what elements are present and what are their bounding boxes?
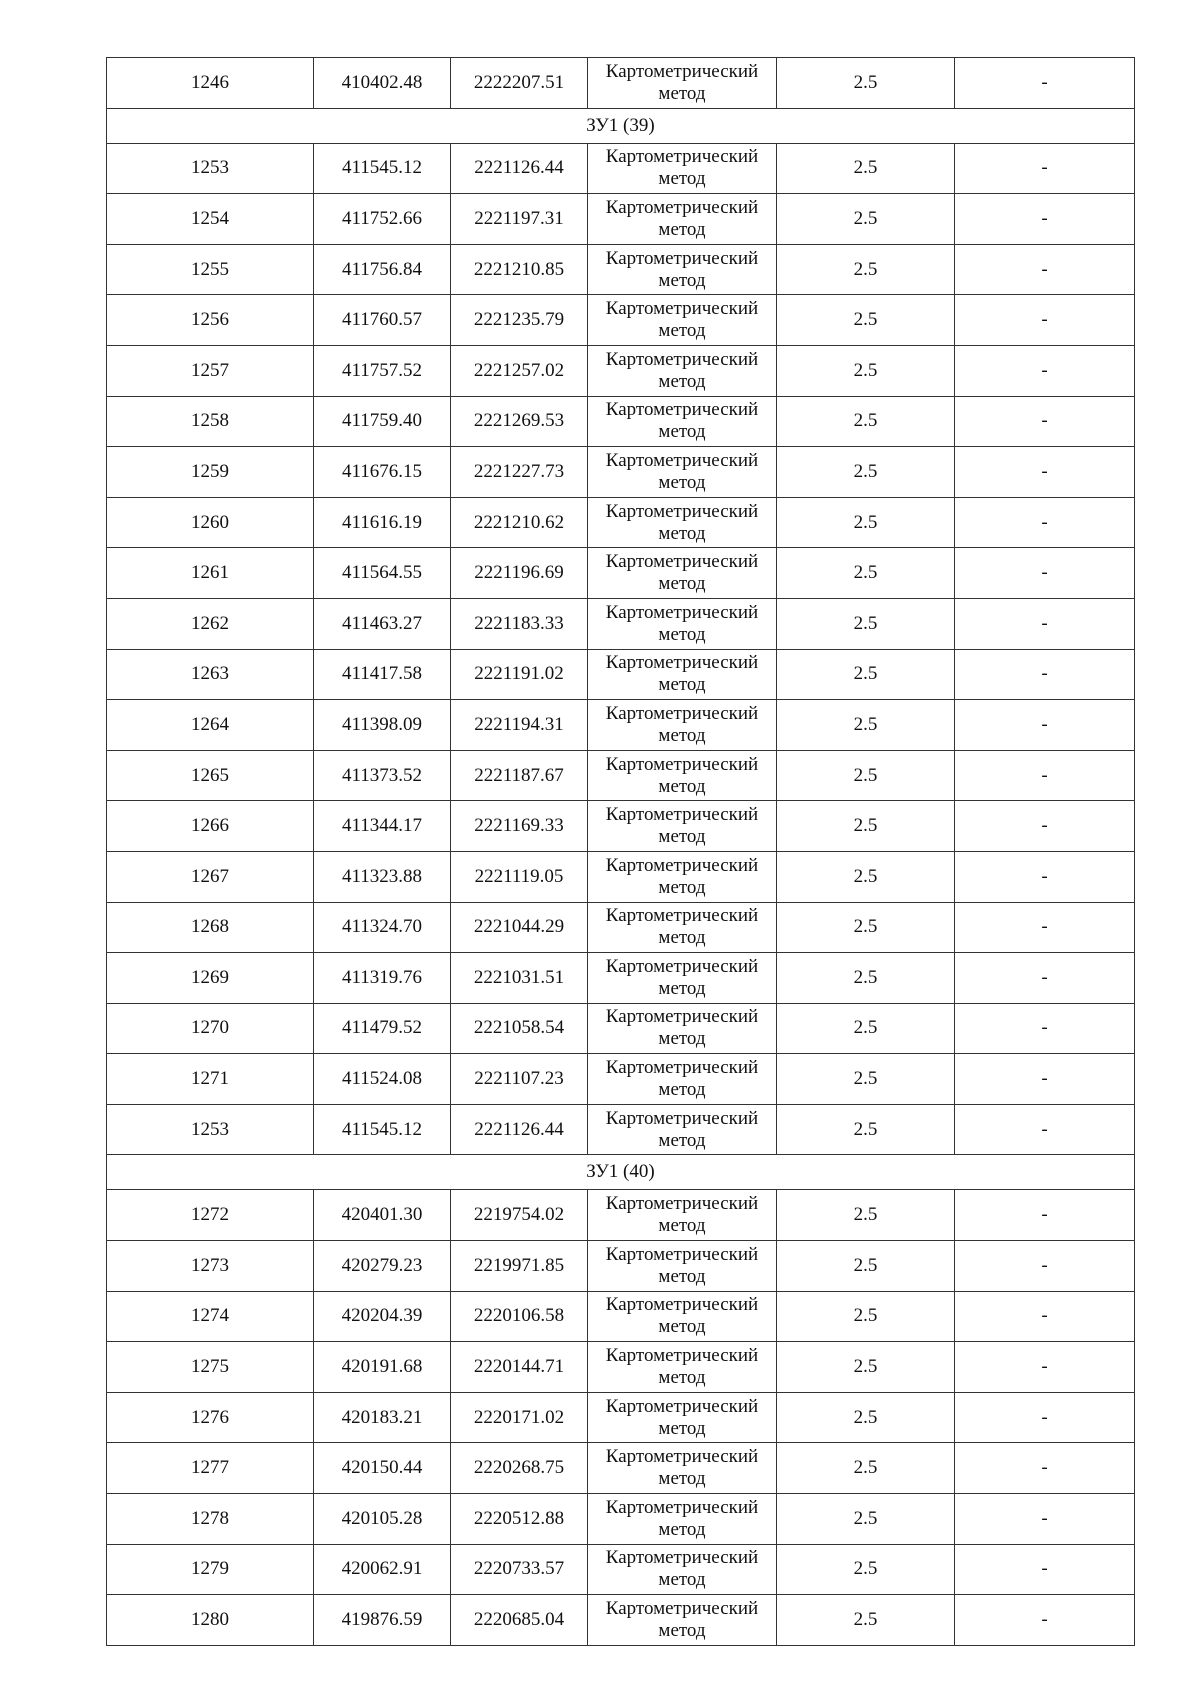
point-number-cell: 1246 — [107, 58, 314, 109]
x-coordinate-cell: 420279.23 — [314, 1241, 451, 1292]
method-line-2: метод — [658, 1569, 706, 1591]
precision-cell: 2.5 — [777, 1190, 955, 1241]
method-cell — [588, 1003, 777, 1054]
method-cell — [588, 1494, 777, 1545]
table-row — [107, 598, 1135, 649]
y-coordinate-cell: 2219754.02 — [451, 1190, 588, 1241]
method-line-2: метод — [658, 471, 706, 493]
point-number-cell: 1259 — [107, 447, 314, 498]
y-coordinate-cell: 2220268.75 — [451, 1443, 588, 1494]
table-row — [107, 1003, 1135, 1054]
method-line-2: метод — [658, 218, 706, 240]
method-line-2: метод — [658, 1129, 706, 1151]
method-cell — [588, 1241, 777, 1292]
x-coordinate-cell: 411676.15 — [314, 447, 451, 498]
method-line-2: метод — [658, 1316, 706, 1338]
x-coordinate-cell: 420401.30 — [314, 1190, 451, 1241]
y-coordinate-cell: 2221107.23 — [451, 1054, 588, 1105]
table-row — [107, 700, 1135, 751]
precision-cell: 2.5 — [777, 1003, 955, 1054]
table-row — [107, 1392, 1135, 1443]
point-number-cell: 1264 — [107, 700, 314, 751]
note-cell: - — [955, 194, 1135, 245]
point-number-cell: 1257 — [107, 345, 314, 396]
note-cell: - — [955, 902, 1135, 953]
method-line-2: метод — [658, 370, 706, 392]
table-row — [107, 953, 1135, 1004]
method-cell — [588, 497, 777, 548]
x-coordinate-cell: 411757.52 — [314, 345, 451, 396]
note-cell: - — [955, 700, 1135, 751]
y-coordinate-cell: 2220144.71 — [451, 1342, 588, 1393]
y-coordinate-cell: 2220733.57 — [451, 1544, 588, 1595]
method-cell — [588, 1595, 777, 1646]
y-coordinate-cell: 2222207.51 — [451, 58, 588, 109]
method-line-2: метод — [658, 1215, 706, 1237]
note-cell: - — [955, 953, 1135, 1004]
point-number-cell: 1265 — [107, 750, 314, 801]
y-coordinate-cell: 2221044.29 — [451, 902, 588, 953]
method-line-1: Картометрический — [605, 60, 759, 82]
method-line-2: метод — [658, 1417, 706, 1439]
x-coordinate-cell: 411756.84 — [314, 244, 451, 295]
x-coordinate-cell: 411760.57 — [314, 295, 451, 346]
note-cell: - — [955, 1104, 1135, 1155]
point-number-cell: 1262 — [107, 598, 314, 649]
method-line-1: Картометрический — [605, 652, 759, 674]
table-row — [107, 345, 1135, 396]
precision-cell: 2.5 — [777, 1392, 955, 1443]
method-line-2: метод — [658, 1468, 706, 1490]
note-cell: - — [955, 1595, 1135, 1646]
method-cell — [588, 1190, 777, 1241]
y-coordinate-cell: 2219971.85 — [451, 1241, 588, 1292]
point-number-cell: 1256 — [107, 295, 314, 346]
method-cell — [588, 548, 777, 599]
x-coordinate-cell: 420191.68 — [314, 1342, 451, 1393]
y-coordinate-cell: 2221058.54 — [451, 1003, 588, 1054]
precision-cell: 2.5 — [777, 244, 955, 295]
x-coordinate-cell: 411616.19 — [314, 497, 451, 548]
method-line-2: метод — [658, 320, 706, 342]
x-coordinate-cell: 411479.52 — [314, 1003, 451, 1054]
method-line-1: Картометрический — [605, 500, 759, 522]
point-number-cell: 1258 — [107, 396, 314, 447]
x-coordinate-cell: 411545.12 — [314, 143, 451, 194]
x-coordinate-cell: 411319.76 — [314, 953, 451, 1004]
x-coordinate-cell: 411373.52 — [314, 750, 451, 801]
precision-cell: 2.5 — [777, 497, 955, 548]
point-number-cell: 1274 — [107, 1291, 314, 1342]
precision-cell: 2.5 — [777, 598, 955, 649]
x-coordinate-cell: 411752.66 — [314, 194, 451, 245]
note-cell: - — [955, 851, 1135, 902]
note-cell: - — [955, 1003, 1135, 1054]
precision-cell: 2.5 — [777, 750, 955, 801]
point-number-cell: 1270 — [107, 1003, 314, 1054]
y-coordinate-cell: 2221269.53 — [451, 396, 588, 447]
method-line-1: Картометрический — [605, 1446, 759, 1468]
section-header-row — [107, 108, 1135, 143]
note-cell: - — [955, 1241, 1135, 1292]
method-line-2: метод — [658, 977, 706, 999]
table-row — [107, 1443, 1135, 1494]
precision-cell: 2.5 — [777, 902, 955, 953]
method-cell — [588, 801, 777, 852]
method-line-1: Картометрический — [605, 753, 759, 775]
note-cell: - — [955, 143, 1135, 194]
precision-cell: 2.5 — [777, 801, 955, 852]
note-cell: - — [955, 598, 1135, 649]
method-line-1: Картометрический — [605, 804, 759, 826]
method-line-1: Картометрический — [605, 955, 759, 977]
table-row — [107, 244, 1135, 295]
table-row — [107, 194, 1135, 245]
method-line-2: метод — [658, 775, 706, 797]
precision-cell: 2.5 — [777, 649, 955, 700]
table-row — [107, 1190, 1135, 1241]
section-header-row — [107, 1155, 1135, 1190]
point-number-cell: 1261 — [107, 548, 314, 599]
method-cell — [588, 244, 777, 295]
note-cell: - — [955, 1054, 1135, 1105]
x-coordinate-cell: 411524.08 — [314, 1054, 451, 1105]
method-cell — [588, 598, 777, 649]
point-number-cell: 1273 — [107, 1241, 314, 1292]
method-cell — [588, 1342, 777, 1393]
point-number-cell: 1279 — [107, 1544, 314, 1595]
method-cell — [588, 143, 777, 194]
note-cell: - — [955, 447, 1135, 498]
precision-cell: 2.5 — [777, 1241, 955, 1292]
method-line-2: метод — [658, 573, 706, 595]
method-line-2: метод — [658, 1265, 706, 1287]
method-line-1: Картометрический — [605, 1496, 759, 1518]
y-coordinate-cell: 2221210.62 — [451, 497, 588, 548]
table-row — [107, 1054, 1135, 1105]
method-line-1: Картометрический — [605, 399, 759, 421]
method-cell — [588, 194, 777, 245]
precision-cell: 2.5 — [777, 447, 955, 498]
point-number-cell: 1276 — [107, 1392, 314, 1443]
point-number-cell: 1280 — [107, 1595, 314, 1646]
method-cell — [588, 1104, 777, 1155]
y-coordinate-cell: 2221031.51 — [451, 953, 588, 1004]
method-line-1: Картометрический — [605, 551, 759, 573]
method-cell — [588, 953, 777, 1004]
method-cell — [588, 1291, 777, 1342]
method-line-2: метод — [658, 269, 706, 291]
table-row — [107, 1544, 1135, 1595]
y-coordinate-cell: 2221119.05 — [451, 851, 588, 902]
x-coordinate-cell: 411463.27 — [314, 598, 451, 649]
precision-cell: 2.5 — [777, 1342, 955, 1393]
note-cell: - — [955, 295, 1135, 346]
precision-cell: 2.5 — [777, 1595, 955, 1646]
point-number-cell: 1275 — [107, 1342, 314, 1393]
method-line-2: метод — [658, 1518, 706, 1540]
table-row — [107, 1104, 1135, 1155]
precision-cell: 2.5 — [777, 58, 955, 109]
point-number-cell: 1255 — [107, 244, 314, 295]
method-line-1: Картометрический — [605, 601, 759, 623]
y-coordinate-cell: 2221169.33 — [451, 801, 588, 852]
method-cell — [588, 750, 777, 801]
precision-cell: 2.5 — [777, 1291, 955, 1342]
method-line-1: Картометрический — [605, 702, 759, 724]
point-number-cell: 1271 — [107, 1054, 314, 1105]
point-number-cell: 1269 — [107, 953, 314, 1004]
method-line-1: Картометрический — [605, 905, 759, 927]
method-line-2: метод — [658, 82, 706, 104]
x-coordinate-cell: 411564.55 — [314, 548, 451, 599]
precision-cell: 2.5 — [777, 1104, 955, 1155]
method-cell — [588, 396, 777, 447]
point-number-cell: 1277 — [107, 1443, 314, 1494]
method-line-1: Картометрический — [605, 247, 759, 269]
method-line-2: метод — [658, 876, 706, 898]
point-number-cell: 1266 — [107, 801, 314, 852]
method-line-2: метод — [658, 826, 706, 848]
table-row — [107, 1494, 1135, 1545]
precision-cell: 2.5 — [777, 1443, 955, 1494]
x-coordinate-cell: 420150.44 — [314, 1443, 451, 1494]
method-line-1: Картометрический — [605, 1547, 759, 1569]
note-cell: - — [955, 1291, 1135, 1342]
method-line-1: Картометрический — [605, 146, 759, 168]
method-line-2: метод — [658, 927, 706, 949]
method-line-1: Картометрический — [605, 1243, 759, 1265]
y-coordinate-cell: 2221191.02 — [451, 649, 588, 700]
table-row — [107, 396, 1135, 447]
method-line-1: Картометрический — [605, 348, 759, 370]
x-coordinate-cell: 411323.88 — [314, 851, 451, 902]
precision-cell: 2.5 — [777, 1494, 955, 1545]
table-row — [107, 1291, 1135, 1342]
precision-cell: 2.5 — [777, 700, 955, 751]
point-number-cell: 1263 — [107, 649, 314, 700]
note-cell: - — [955, 801, 1135, 852]
y-coordinate-cell: 2221197.31 — [451, 194, 588, 245]
method-cell — [588, 1443, 777, 1494]
table-row — [107, 1342, 1135, 1393]
note-cell: - — [955, 1443, 1135, 1494]
method-line-1: Картометрический — [605, 196, 759, 218]
point-number-cell: 1260 — [107, 497, 314, 548]
note-cell: - — [955, 548, 1135, 599]
note-cell: - — [955, 244, 1135, 295]
table-row — [107, 295, 1135, 346]
precision-cell: 2.5 — [777, 1544, 955, 1595]
table-row — [107, 58, 1135, 109]
section-title: ЗУ1 (40) — [107, 1155, 1135, 1190]
method-line-2: метод — [658, 522, 706, 544]
y-coordinate-cell: 2221126.44 — [451, 143, 588, 194]
precision-cell: 2.5 — [777, 953, 955, 1004]
method-cell — [588, 1392, 777, 1443]
y-coordinate-cell: 2220171.02 — [451, 1392, 588, 1443]
method-line-1: Картометрический — [605, 1107, 759, 1129]
table-row — [107, 902, 1135, 953]
y-coordinate-cell: 2221126.44 — [451, 1104, 588, 1155]
table-row — [107, 548, 1135, 599]
method-line-2: метод — [658, 623, 706, 645]
x-coordinate-cell: 410402.48 — [314, 58, 451, 109]
precision-cell: 2.5 — [777, 396, 955, 447]
y-coordinate-cell: 2220512.88 — [451, 1494, 588, 1545]
y-coordinate-cell: 2221194.31 — [451, 700, 588, 751]
method-line-2: метод — [658, 674, 706, 696]
precision-cell: 2.5 — [777, 295, 955, 346]
y-coordinate-cell: 2221210.85 — [451, 244, 588, 295]
method-line-1: Картометрический — [605, 298, 759, 320]
table-row — [107, 801, 1135, 852]
note-cell: - — [955, 1392, 1135, 1443]
x-coordinate-cell: 420062.91 — [314, 1544, 451, 1595]
method-line-1: Картометрический — [605, 1598, 759, 1620]
note-cell: - — [955, 1190, 1135, 1241]
table-row — [107, 1241, 1135, 1292]
note-cell: - — [955, 58, 1135, 109]
method-line-1: Картометрический — [605, 1345, 759, 1367]
note-cell: - — [955, 1544, 1135, 1595]
point-number-cell: 1272 — [107, 1190, 314, 1241]
method-cell — [588, 295, 777, 346]
precision-cell: 2.5 — [777, 345, 955, 396]
precision-cell: 2.5 — [777, 1054, 955, 1105]
method-line-2: метод — [658, 1367, 706, 1389]
table-row — [107, 497, 1135, 548]
table-row — [107, 447, 1135, 498]
method-cell — [588, 1054, 777, 1105]
table-row — [107, 649, 1135, 700]
note-cell: - — [955, 750, 1135, 801]
x-coordinate-cell: 419876.59 — [314, 1595, 451, 1646]
section-title: ЗУ1 (39) — [107, 108, 1135, 143]
method-cell — [588, 851, 777, 902]
note-cell: - — [955, 345, 1135, 396]
precision-cell: 2.5 — [777, 194, 955, 245]
table-row — [107, 750, 1135, 801]
x-coordinate-cell: 411398.09 — [314, 700, 451, 751]
method-cell — [588, 345, 777, 396]
precision-cell: 2.5 — [777, 548, 955, 599]
method-line-1: Картометрический — [605, 1193, 759, 1215]
point-number-cell: 1253 — [107, 143, 314, 194]
x-coordinate-cell: 420204.39 — [314, 1291, 451, 1342]
x-coordinate-cell: 420105.28 — [314, 1494, 451, 1545]
y-coordinate-cell: 2221257.02 — [451, 345, 588, 396]
y-coordinate-cell: 2220685.04 — [451, 1595, 588, 1646]
method-line-2: метод — [658, 1079, 706, 1101]
method-line-1: Картометрический — [605, 1057, 759, 1079]
x-coordinate-cell: 411545.12 — [314, 1104, 451, 1155]
method-cell — [588, 1544, 777, 1595]
method-line-1: Картометрический — [605, 1395, 759, 1417]
coordinates-table — [106, 57, 1135, 1646]
method-line-2: метод — [658, 1028, 706, 1050]
point-number-cell: 1253 — [107, 1104, 314, 1155]
y-coordinate-cell: 2221196.69 — [451, 548, 588, 599]
x-coordinate-cell: 411759.40 — [314, 396, 451, 447]
y-coordinate-cell: 2221183.33 — [451, 598, 588, 649]
method-line-2: метод — [658, 724, 706, 746]
method-cell — [588, 700, 777, 751]
method-line-1: Картометрический — [605, 449, 759, 471]
x-coordinate-cell: 411344.17 — [314, 801, 451, 852]
table-row — [107, 143, 1135, 194]
method-line-2: метод — [658, 421, 706, 443]
point-number-cell: 1254 — [107, 194, 314, 245]
method-cell — [588, 902, 777, 953]
table-row — [107, 1595, 1135, 1646]
method-line-2: метод — [658, 1620, 706, 1642]
x-coordinate-cell: 411324.70 — [314, 902, 451, 953]
y-coordinate-cell: 2220106.58 — [451, 1291, 588, 1342]
precision-cell: 2.5 — [777, 851, 955, 902]
coordinates-table-body — [107, 58, 1135, 1646]
point-number-cell: 1268 — [107, 902, 314, 953]
method-line-1: Картометрический — [605, 1294, 759, 1316]
y-coordinate-cell: 2221187.67 — [451, 750, 588, 801]
y-coordinate-cell: 2221235.79 — [451, 295, 588, 346]
x-coordinate-cell: 420183.21 — [314, 1392, 451, 1443]
method-line-2: метод — [658, 168, 706, 190]
note-cell: - — [955, 649, 1135, 700]
point-number-cell: 1267 — [107, 851, 314, 902]
x-coordinate-cell: 411417.58 — [314, 649, 451, 700]
note-cell: - — [955, 1494, 1135, 1545]
method-line-1: Картометрический — [605, 1006, 759, 1028]
method-cell — [588, 447, 777, 498]
precision-cell: 2.5 — [777, 143, 955, 194]
table-row — [107, 851, 1135, 902]
note-cell: - — [955, 497, 1135, 548]
y-coordinate-cell: 2221227.73 — [451, 447, 588, 498]
method-line-1: Картометрический — [605, 854, 759, 876]
method-cell — [588, 649, 777, 700]
point-number-cell: 1278 — [107, 1494, 314, 1545]
method-cell — [588, 58, 777, 109]
note-cell: - — [955, 1342, 1135, 1393]
note-cell: - — [955, 396, 1135, 447]
